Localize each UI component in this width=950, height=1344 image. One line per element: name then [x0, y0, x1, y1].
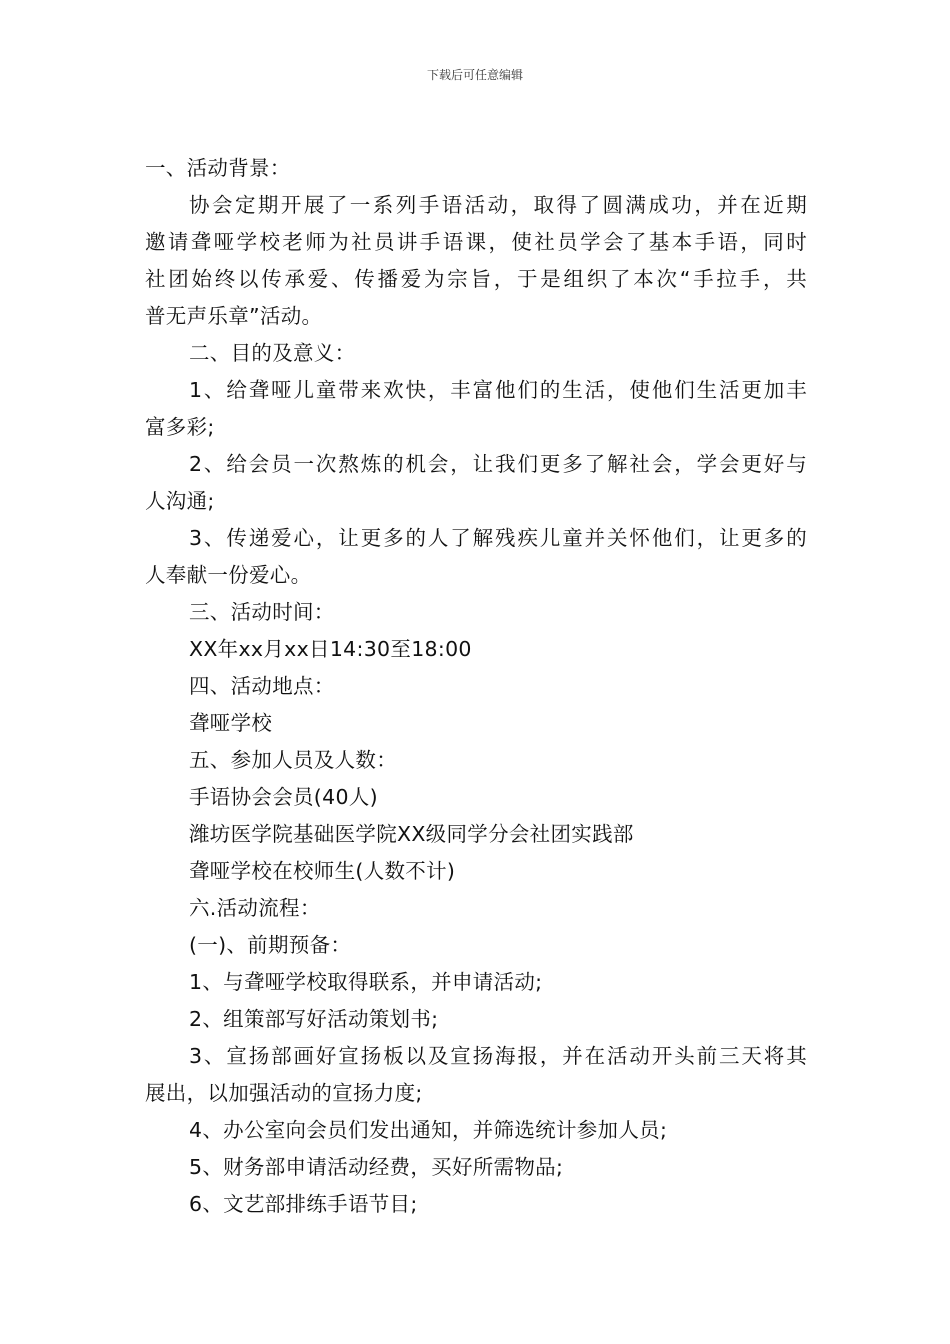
- list-item: 6、文艺部排练手语节目;: [189, 1192, 418, 1216]
- section-heading-location: 四、活动地点：: [189, 674, 335, 698]
- list-item: 3、传递爱心，让更多的人了解残疾儿童并关怀他们，让更多的: [189, 526, 807, 550]
- section-heading-background: 一、活动背景：: [145, 156, 291, 180]
- list-item-continuation: 富多彩;: [145, 415, 215, 439]
- paragraph-line: 普无声乐章”活动。: [145, 304, 323, 328]
- participant-item: 聋哑学校在校师生(人数不计): [189, 859, 456, 883]
- event-time: XX年xx月xx日14:30至18:00: [189, 637, 472, 661]
- section-heading-time: 三、活动时间：: [189, 600, 335, 624]
- section-heading-process: 六.活动流程：: [189, 896, 321, 920]
- paragraph-line: 协会定期开展了一系列手语活动，取得了圆满成功，并在近期: [189, 193, 807, 217]
- list-item-continuation: 人奉献一份爱心。: [145, 563, 312, 587]
- list-item: 4、办公室向会员们发出通知，并筛选统计参加人员;: [189, 1118, 668, 1142]
- participant-item: 潍坊医学院基础医学院XX级同学分会社团实践部: [189, 822, 634, 846]
- list-item: 2、组策部写好活动策划书;: [189, 1007, 439, 1031]
- list-item: 1、给聋哑儿童带来欢快，丰富他们的生活，使他们生活更加丰: [189, 378, 807, 402]
- subsection-heading-preparation: (一)、前期预备：: [189, 933, 352, 957]
- list-item: 1、与聋哑学校取得联系，并申请活动;: [189, 970, 543, 994]
- list-item-continuation: 人沟通;: [145, 489, 215, 513]
- paragraph-line: 社团始终以传承爱、传播爱为宗旨，于是组织了本次“手拉手，共: [145, 267, 807, 291]
- list-item: 5、财务部申请活动经费，买好所需物品;: [189, 1155, 564, 1179]
- list-item-continuation: 展出，以加强活动的宣扬力度;: [145, 1081, 423, 1105]
- document-body: [145, 150, 807, 1223]
- event-location: 聋哑学校: [189, 711, 273, 735]
- section-heading-participants: 五、参加人员及人数：: [189, 748, 397, 772]
- list-item: 2、给会员一次熬炼的机会，让我们更多了解社会，学会更好与: [189, 452, 807, 476]
- paragraph-line: 邀请聋哑学校老师为社员讲手语课，使社员学会了基本手语，同时: [145, 230, 807, 254]
- section-heading-purpose: 二、目的及意义：: [189, 341, 356, 365]
- page-header-note: 下载后可任意编辑: [426, 68, 523, 82]
- list-item: 3、宣扬部画好宣扬板以及宣扬海报，并在活动开头前三天将其: [189, 1044, 807, 1068]
- participant-item: 手语协会会员(40人): [189, 785, 378, 809]
